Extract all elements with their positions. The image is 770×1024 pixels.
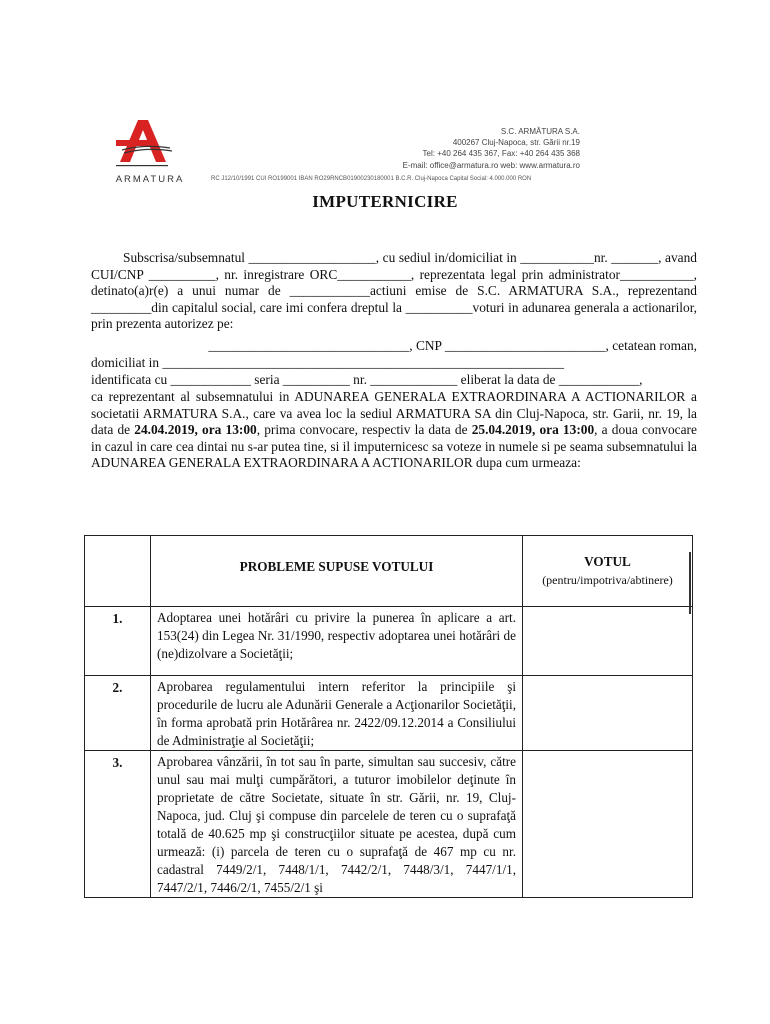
row-number: 3. bbox=[85, 751, 151, 898]
armatura-logo-icon bbox=[112, 118, 176, 170]
header-vote bbox=[523, 536, 693, 607]
company-details bbox=[403, 126, 580, 171]
identification-line: identificata cu ____________ seria __________ nr. _____________ eliberat la data de ____________, bbox=[91, 372, 643, 387]
document-title: IMPUTERNICIRE bbox=[312, 192, 458, 211]
row-number: 1. bbox=[85, 607, 151, 676]
row-number: 2. bbox=[85, 676, 151, 751]
second-meeting-date: 25.04.2019, ora 13:00 bbox=[471, 422, 595, 437]
mandate-text-start: ca reprezentant al subsemnatului in ADUNAREA GENERALA EXTRAORDINARA A ACTIONARILOR a societatii ARMATURA S.A., care va avea loc la sediul ARMATURA SA din Cluj-Napoca, str. Garii, nr. 19, la data de bbox=[91, 389, 697, 437]
first-meeting-date: 24.04.2019, ora 13:00 bbox=[134, 422, 257, 437]
vote-header-options: (pentru/impotriva/abtinere) bbox=[542, 573, 673, 587]
representative-line: ______________________________, CNP ________________________, cetatean roman, bbox=[208, 338, 697, 353]
vote-cell[interactable] bbox=[523, 607, 693, 676]
company-email: E-mail: office@armatura.ro web: www.armatura.ro bbox=[402, 160, 580, 170]
vote-cell[interactable] bbox=[523, 751, 693, 898]
vote-header-label: VOTUL bbox=[584, 554, 631, 569]
header-problems: PROBLEME SUPUSE VOTULUI bbox=[151, 536, 523, 607]
registration-line: RC J12/10/1991 CUI RO199001 IBAN RO29RNCB01900230180001 B.C.R. Cluj-Napoca Capital Social: 4.000.000 RON bbox=[211, 176, 532, 182]
domicile-line: domiciliat in ____________________________________________________________ bbox=[91, 355, 565, 370]
table-header-row bbox=[85, 536, 693, 607]
table-row bbox=[85, 607, 693, 676]
logo-wordmark: ARMATURA bbox=[115, 174, 185, 185]
row-description: Aprobarea vânzării, în tot sau în parte, simultan sau succesiv, către unul sau mai mulţi cumpărători, a tuturor imobilelor deţinute în proprietate de către Societate, situate în str. Gării, nr. 19, Cluj-Napoca, jud. Cluj şi compuse din parcelele de teren cu o suprafaţă totală de 40.625 mp şi construcţiilor situate pe acestea, după cum urmează: (i) parcela de teren cu o suprafaţă de 467 mp cu nr. cadastral 7449/2/1, 7448/1/1, 7442/2/1, 7448/3/1, 7447/1/1, 7447/2/1, 7446/2/1, 7455/2/1 şi bbox=[151, 751, 523, 898]
row-description: Aprobarea regulamentului intern referitor la principiile şi procedurile de lucru ale Adunării Generale a Acţionarilor Societăţii, în forma aprobată prin Hotărârea nr. 2422/09.12.2014 a Consiliului de Administraţie al Societăţii; bbox=[151, 676, 523, 751]
company-name: S.C. ARMĂTURA S.A. bbox=[500, 127, 580, 136]
company-logo bbox=[100, 118, 200, 190]
voting-table bbox=[84, 535, 693, 898]
table-row bbox=[85, 676, 693, 751]
company-address: 400267 Cluj-Napoca, str. Gării nr.19 bbox=[452, 138, 580, 148]
header-number-cell bbox=[85, 536, 151, 607]
table-edge-scrollbar[interactable] bbox=[689, 552, 691, 614]
vote-cell[interactable] bbox=[523, 676, 693, 751]
intro-paragraph: Subscrisa/subsemnatul ___________________, cu sediul in/domiciliat in ___________nr. _______, avand CUI/CNP __________, nr. inregistrare ORC___________, reprezentata legal prin administrator___________, detinato(a)r(e) a unui numar de ____________actiuni emise de S.C. ARMATURA S.A., reprezentand _________din capitalul social, care imi confera dreptul la __________voturi in adunarea generala a actionarilor, prin prezenta autorizez pe: bbox=[91, 250, 697, 331]
table-row bbox=[85, 751, 693, 898]
mandate-paragraph bbox=[91, 389, 697, 472]
mandate-text-middle: , prima convocare, respectiv la data de bbox=[256, 422, 472, 437]
company-phone: Tel: +40 264 435 367, Fax: +40 264 435 368 bbox=[422, 149, 580, 159]
row-description: Adoptarea unei hotărâri cu privire la punerea în aplicare a art. 153(24) din Legea Nr. 31/1990, respectiv adoptarea unei hotărâri de (ne)dizolvare a Societăţii; bbox=[151, 607, 523, 676]
mandate-text-end: , a doua convocare in cazul in care cea dintai nu s-ar putea tine, si il imputernicesc sa voteze in numele si pe seama subsemnatului la ADUNAREA GENERALA EXTRAORDINARA A ACTIONARILOR dupa cum urmeaza: bbox=[91, 422, 697, 470]
